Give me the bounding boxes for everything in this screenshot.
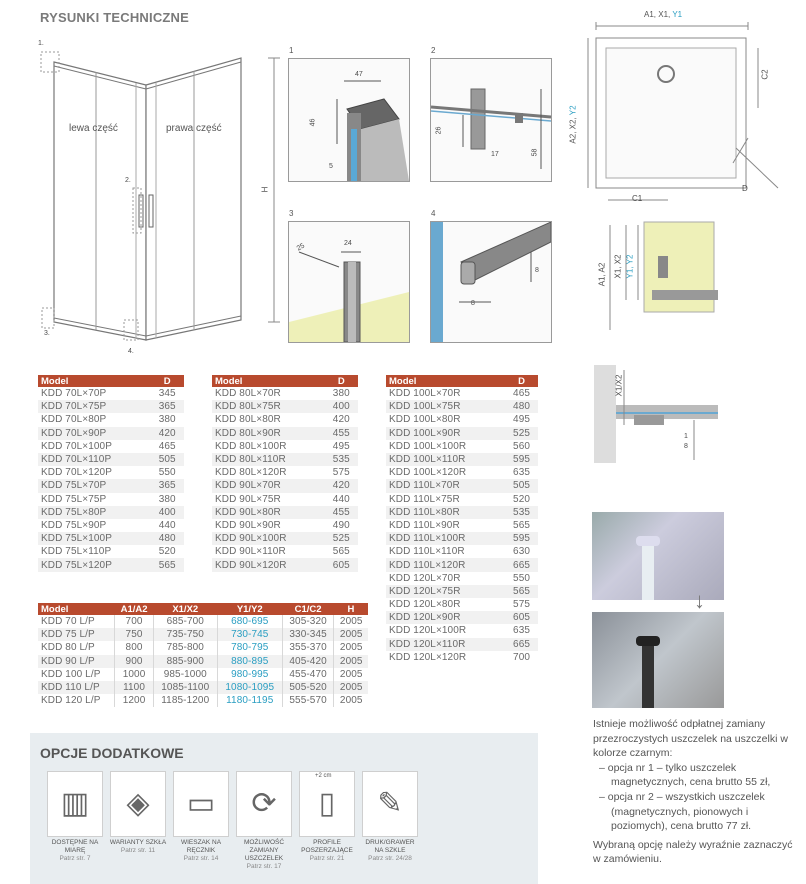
dim-cell: KDD 110 L/P <box>38 681 115 694</box>
model-cell: KDD 80L×100R <box>215 440 287 452</box>
d-value-cell: 440 <box>332 493 350 505</box>
table-row <box>386 413 538 426</box>
d-value-cell: 520 <box>158 546 176 558</box>
dim-cell: KDD 70 L/P <box>41 616 95 628</box>
table-row <box>386 453 538 466</box>
dim-cell: 330-345 <box>282 628 334 641</box>
table-row <box>386 387 538 400</box>
dim-cell: 2005 <box>334 655 368 668</box>
d-value-cell: 505 <box>505 479 538 492</box>
model-cell: KDD 80L×120R <box>215 467 287 479</box>
table-row <box>386 519 538 532</box>
gasket-swap-icon: ⟳ <box>236 771 292 837</box>
model-cell: KDD 100L×75R <box>386 400 505 413</box>
detail-2-dim-17: 17 <box>491 151 499 158</box>
dim-cell: 885-900 <box>153 655 217 668</box>
table-row <box>38 506 184 519</box>
d-value-cell: 565 <box>150 558 184 571</box>
d-value-cell: 595 <box>505 532 538 545</box>
side-2-dim-8: 8 <box>684 443 688 450</box>
option-label: WIESZAK NA RĘCZNIK <box>180 839 222 854</box>
dim-cell: 305-320 <box>282 615 334 628</box>
d-value-cell: 520 <box>513 493 531 505</box>
table-row <box>386 479 538 492</box>
d-value-cell: 565 <box>332 546 350 558</box>
dim-cell: 785-800 <box>153 641 217 654</box>
table-models-70-75 <box>38 375 184 572</box>
dim-col-header: X1/X2 <box>153 603 217 615</box>
model-cell: KDD 100L×70R <box>389 388 461 400</box>
dim-cell: 880-895 <box>217 655 282 668</box>
model-cell: KDD 120L×110R <box>386 638 505 651</box>
detail-4-number: 4 <box>431 209 436 218</box>
col-model: Model <box>212 375 325 387</box>
table-row <box>386 532 538 545</box>
dim-col-header: A1/A2 <box>115 603 153 615</box>
dim-cell: 800 <box>115 641 153 654</box>
detail-2-number: 2 <box>431 46 436 55</box>
model-cell: KDD 120L×70R <box>389 572 461 584</box>
dim-cell: 1000 <box>115 668 153 681</box>
note-intro: Istnieje możliwość odpłatnej zamiany przezroczystych uszczelek na uszczelki w kolorze czarnym: <box>593 718 788 760</box>
option-label: DOSTĘPNE NA MIARĘ <box>51 839 99 854</box>
d-value-cell: 480 <box>505 400 538 413</box>
dim-cell: 1180-1195 <box>217 694 282 707</box>
table-row <box>212 400 358 413</box>
options-panel <box>30 733 538 884</box>
model-cell: KDD 100L×100R <box>389 440 467 452</box>
model-cell: KDD 70L×90P <box>38 427 150 440</box>
d-value-cell: 575 <box>332 467 350 479</box>
note-option-1: – opcja nr 1 – tylko uszczelek magnetycznych, cena brutto 55 zł, <box>599 761 771 789</box>
table-row <box>212 493 358 506</box>
model-cell: KDD 70L×70P <box>41 388 107 400</box>
table-row <box>38 681 368 694</box>
table-row <box>212 440 358 453</box>
table-row <box>386 558 538 571</box>
profile-dim-label: +2 cm <box>315 773 332 779</box>
table-row <box>212 545 358 558</box>
d-value-cell: 490 <box>332 519 350 531</box>
table-row <box>38 493 184 506</box>
option-page-ref: Patrz str. 14 <box>183 855 219 862</box>
dim-cell: 730-745 <box>217 628 282 641</box>
option-page-ref: Patrz str. 7 <box>59 855 91 862</box>
dim-cell: 355-370 <box>282 641 334 654</box>
table-row <box>386 624 538 637</box>
option-page-ref: Patrz str. 11 <box>120 847 156 854</box>
table-row <box>212 453 358 466</box>
table-row <box>38 655 368 668</box>
d-value-cell: 400 <box>325 400 358 413</box>
col-d: D <box>505 375 538 387</box>
table-row <box>38 558 184 571</box>
dim-cell: 2005 <box>334 694 368 707</box>
plan-c1-label: C1 <box>632 194 643 203</box>
swap-arrow-icon: ↓ <box>694 588 705 613</box>
towel-rail-icon: ▭ <box>173 771 229 837</box>
col-model: Model <box>38 375 150 387</box>
d-value-cell: 455 <box>325 427 358 440</box>
callout-2: 2. <box>125 177 131 184</box>
left-part-label: lewa część <box>69 123 118 134</box>
dim-cell: 2005 <box>334 628 368 641</box>
detail-4-dim-width: 8 <box>471 300 475 307</box>
d-value-cell: 480 <box>150 532 184 545</box>
table-dimensions <box>38 603 368 707</box>
model-cell: KDD 90L×75R <box>215 493 281 505</box>
dim-cell: 700 <box>115 615 153 628</box>
d-value-cell: 565 <box>505 585 538 598</box>
table-row <box>212 413 358 426</box>
d-value-cell: 525 <box>325 532 358 545</box>
dim-cell: 455-470 <box>282 668 334 681</box>
plan-c2-label: C2 <box>760 69 770 80</box>
col-d: D <box>325 375 358 387</box>
option-item <box>46 771 104 863</box>
dim-cell: 505-520 <box>282 681 334 694</box>
detail-3-dim-25: 25 <box>295 242 307 253</box>
option-page-ref: Patrz str. 21 <box>309 855 345 862</box>
side-label-x: X1, X2 <box>613 254 623 279</box>
dim-cell: 1200 <box>115 694 153 707</box>
dim-cell: 555-570 <box>282 694 334 707</box>
d-value-cell: 550 <box>158 467 176 479</box>
d-value-cell: 535 <box>325 453 358 466</box>
col-d: D <box>150 375 184 387</box>
side-2-label: X1/X2 <box>614 374 624 397</box>
d-value-cell: 700 <box>513 651 531 663</box>
gasket-note <box>593 717 793 867</box>
table-row <box>38 641 368 654</box>
dim-cell: KDD 120 L/P <box>41 695 101 707</box>
d-value-cell: 365 <box>150 479 184 492</box>
dim-cell: 1185-1200 <box>153 694 217 707</box>
d-value-cell: 525 <box>505 427 538 440</box>
option-label: PROFILE POSZERZAJĄCE <box>301 839 353 854</box>
d-value-cell: 380 <box>158 414 176 426</box>
table-row <box>38 519 184 532</box>
table-row <box>38 413 184 426</box>
detail-3-dim-24: 24 <box>344 240 352 247</box>
d-value-cell: 605 <box>325 558 358 571</box>
dim-cell: 2005 <box>334 681 368 694</box>
option-label: WARIANTY SZKŁA <box>109 839 167 846</box>
d-value-cell: 380 <box>332 388 350 400</box>
model-cell: KDD 120L×100R <box>389 625 467 637</box>
extension-profile-icon: ▯ <box>299 771 355 837</box>
d-value-cell: 575 <box>513 599 531 611</box>
detail-1-drawing <box>288 58 410 182</box>
table-row <box>38 628 368 641</box>
model-cell: KDD 75L×70P <box>38 479 150 492</box>
table-row <box>38 615 368 628</box>
dim-cell: 405-420 <box>282 655 334 668</box>
model-cell: KDD 70L×120P <box>41 467 112 479</box>
dim-cell: 1080-1095 <box>217 681 282 694</box>
table-row <box>38 479 184 492</box>
table-row <box>386 611 538 624</box>
dim-cell: 680-695 <box>217 615 282 628</box>
model-cell: KDD 120L×75R <box>386 585 505 598</box>
d-value-cell: 465 <box>513 388 531 400</box>
dim-cell: 1100 <box>115 681 153 694</box>
table-row <box>386 506 538 519</box>
option-label: MOŻLIWOŚĆ ZAMIANY USZCZELEK <box>243 839 285 862</box>
table-row <box>38 453 184 466</box>
d-value-cell: 630 <box>513 546 531 558</box>
model-cell: KDD 80L×80R <box>215 414 281 426</box>
model-cell: KDD 120L×120R <box>389 651 467 663</box>
model-cell: KDD 75L×110P <box>41 546 112 558</box>
table-row <box>386 545 538 558</box>
d-value-cell: 560 <box>513 440 531 452</box>
model-cell: KDD 70L×100P <box>41 440 112 452</box>
model-cell: KDD 90L×90R <box>215 519 281 531</box>
table-models-100-120 <box>386 375 538 664</box>
detail-1-number: 1 <box>289 46 294 55</box>
table-row <box>38 400 184 413</box>
note-option-2: – opcja nr 2 – wszystkich uszczelek (magnetycznych, pionowych i poziomych), cena brutto 77 zł. <box>599 790 765 833</box>
d-value-cell: 380 <box>158 493 176 505</box>
option-page-ref: Patrz str. 24/28 <box>368 855 412 862</box>
table-row <box>386 585 538 598</box>
plan-left-label: A2, X2, Y2 <box>568 105 578 144</box>
d-value-cell: 495 <box>513 414 531 426</box>
table-row <box>386 651 538 664</box>
table-row <box>212 427 358 440</box>
model-cell: KDD 110L×70R <box>386 479 505 492</box>
detail-4-dim-height: 8 <box>535 267 539 274</box>
d-value-cell: 465 <box>158 440 176 452</box>
d-value-cell: 365 <box>150 400 184 413</box>
model-cell: KDD 90L×110R <box>215 546 286 558</box>
side-2-dim-1: 1 <box>684 433 688 440</box>
dim-cell: 980-995 <box>217 668 282 681</box>
model-cell: KDD 70L×110P <box>38 453 150 466</box>
model-cell: KDD 100L×120R <box>389 467 467 479</box>
detail-3-drawing <box>288 221 410 343</box>
side-section-drawing <box>596 220 718 345</box>
table-row <box>212 506 358 519</box>
table-row <box>212 387 358 400</box>
detail-2-drawing <box>430 58 552 182</box>
model-cell: KDD 80L×90R <box>212 427 325 440</box>
dim-cell: 2005 <box>334 668 368 681</box>
model-cell: KDD 110L×110R <box>389 546 465 558</box>
d-value-cell: 605 <box>505 611 538 624</box>
table-row <box>38 694 368 707</box>
model-cell: KDD 110L×120R <box>386 558 505 571</box>
model-cell: KDD 110L×75R <box>389 493 460 505</box>
model-cell: KDD 70L×80P <box>41 414 107 426</box>
model-cell: KDD 70L×75P <box>38 400 150 413</box>
side-label-y: Y1, Y2 <box>625 254 635 279</box>
col-model: Model <box>386 375 505 387</box>
d-value-cell: 420 <box>325 479 358 492</box>
dim-col-header: Y1/Y2 <box>217 603 282 615</box>
glass-panels-icon: ◈ <box>110 771 166 837</box>
plan-top-label: A1, X1, Y1 <box>644 10 683 19</box>
detail-2-dim-58: 58 <box>531 148 539 157</box>
d-value-cell: 635 <box>513 467 531 479</box>
model-cell: KDD 110L×90R <box>389 519 460 531</box>
dim-cell: KDD 90 L/P <box>38 655 115 668</box>
table-row <box>212 466 358 479</box>
right-part-label: prawa część <box>166 123 222 134</box>
model-cell: KDD 80L×110R <box>212 453 325 466</box>
dim-cell: KDD 80 L/P <box>41 642 95 654</box>
table-row <box>212 558 358 571</box>
table-row <box>38 427 184 440</box>
model-cell: KDD 90L×80R <box>212 506 325 519</box>
dim-cell: 900 <box>115 655 153 668</box>
note-outro: Wybraną opcję należy wyraźnie zaznaczyć w zamówieniu. <box>593 838 793 866</box>
table-row <box>38 668 368 681</box>
detail-1-dim-depth: 5 <box>329 163 333 170</box>
option-label: DRUK/GRAWER NA SZKLE <box>365 839 415 854</box>
side-section-2-drawing <box>594 365 718 463</box>
dim-cell: 750 <box>115 628 153 641</box>
detail-3-number: 3 <box>289 209 294 218</box>
page-title: RYSUNKI TECHNICZNE <box>40 10 190 25</box>
model-cell: KDD 80L×70R <box>215 388 281 400</box>
d-value-cell: 455 <box>325 506 358 519</box>
model-cell: KDD 75L×80P <box>38 506 150 519</box>
table-row <box>38 387 184 400</box>
table-row <box>386 427 538 440</box>
model-cell: KDD 90L×100R <box>212 532 325 545</box>
table-row <box>38 466 184 479</box>
table-row <box>212 532 358 545</box>
d-value-cell: 420 <box>150 427 184 440</box>
callout-3: 3. <box>44 330 50 337</box>
model-cell: KDD 75L×100P <box>38 532 150 545</box>
table-row <box>38 545 184 558</box>
d-value-cell: 505 <box>150 453 184 466</box>
d-value-cell: 495 <box>332 440 350 452</box>
d-value-cell: 665 <box>505 558 538 571</box>
detail-2-dim-26: 26 <box>435 126 443 135</box>
dim-cell: 2005 <box>334 641 368 654</box>
callout-1: 1. <box>38 40 44 47</box>
d-value-cell: 345 <box>158 388 176 400</box>
options-title: OPCJE DODATKOWE <box>40 745 184 761</box>
table-row <box>386 638 538 651</box>
table-row <box>212 519 358 532</box>
model-cell: KDD 100L×80R <box>389 414 461 426</box>
table-row <box>38 440 184 453</box>
shower-front-drawing <box>36 40 286 360</box>
table-row <box>212 479 358 492</box>
option-item <box>298 771 356 863</box>
plan-d-label: D <box>742 184 748 193</box>
model-cell: KDD 120L×90R <box>386 611 505 624</box>
table-models-80-90 <box>212 375 358 572</box>
tape-measure-icon: ▥ <box>47 771 103 837</box>
option-item <box>235 771 293 871</box>
table-row <box>386 466 538 479</box>
dim-cell: 985-1000 <box>153 668 217 681</box>
table-row <box>386 598 538 611</box>
gasket-photo-transparent <box>592 512 724 600</box>
model-cell: KDD 100L×110R <box>386 453 505 466</box>
detail-4-drawing <box>430 221 552 343</box>
option-item <box>361 771 419 863</box>
model-cell: KDD 75L×90P <box>41 519 107 531</box>
option-page-ref: Patrz str. 17 <box>246 863 282 870</box>
d-value-cell: 440 <box>158 519 176 531</box>
option-item <box>172 771 230 863</box>
model-cell: KDD 75L×75P <box>41 493 107 505</box>
model-cell: KDD 90L×70R <box>212 479 325 492</box>
d-value-cell: 420 <box>332 414 350 426</box>
d-value-cell: 550 <box>513 572 531 584</box>
dim-cell: 1085-1100 <box>153 681 217 694</box>
dim-col-header: H <box>334 603 368 615</box>
d-value-cell: 565 <box>513 519 531 531</box>
d-value-cell: 400 <box>150 506 184 519</box>
table-row <box>386 400 538 413</box>
dim-cell: KDD 75 L/P <box>38 628 115 641</box>
side-label-a: A1, A2 <box>597 262 607 287</box>
callout-4: 4. <box>128 348 134 355</box>
dim-cell: KDD 100 L/P <box>41 668 101 680</box>
model-cell: KDD 110L×100R <box>386 532 505 545</box>
dim-cell: 2005 <box>334 615 368 628</box>
model-cell: KDD 100L×90R <box>386 427 505 440</box>
option-item <box>109 771 167 855</box>
d-value-cell: 595 <box>505 453 538 466</box>
height-label: H <box>260 186 270 193</box>
table-row <box>386 440 538 453</box>
d-value-cell: 665 <box>505 638 538 651</box>
table-row <box>38 532 184 545</box>
d-value-cell: 635 <box>513 625 531 637</box>
gasket-photo-black <box>592 612 724 708</box>
detail-1-dim-width: 47 <box>355 71 363 78</box>
model-cell: KDD 75L×120P <box>38 558 150 571</box>
dim-col-header: Model <box>38 603 115 615</box>
dim-cell: 780-795 <box>217 641 282 654</box>
dim-cell: 735-750 <box>153 628 217 641</box>
plan-view-drawing <box>568 8 800 218</box>
detail-1-dim-height: 46 <box>309 118 317 127</box>
glass-engraving-icon: ✎ <box>362 771 418 837</box>
model-cell: KDD 120L×80R <box>389 599 461 611</box>
model-cell: KDD 110L×80R <box>386 506 505 519</box>
table-row <box>386 572 538 585</box>
model-cell: KDD 80L×75R <box>212 400 325 413</box>
table-row <box>386 493 538 506</box>
dim-col-header: C1/C2 <box>282 603 334 615</box>
dim-cell: 685-700 <box>153 615 217 628</box>
model-cell: KDD 90L×120R <box>212 558 325 571</box>
d-value-cell: 535 <box>505 506 538 519</box>
